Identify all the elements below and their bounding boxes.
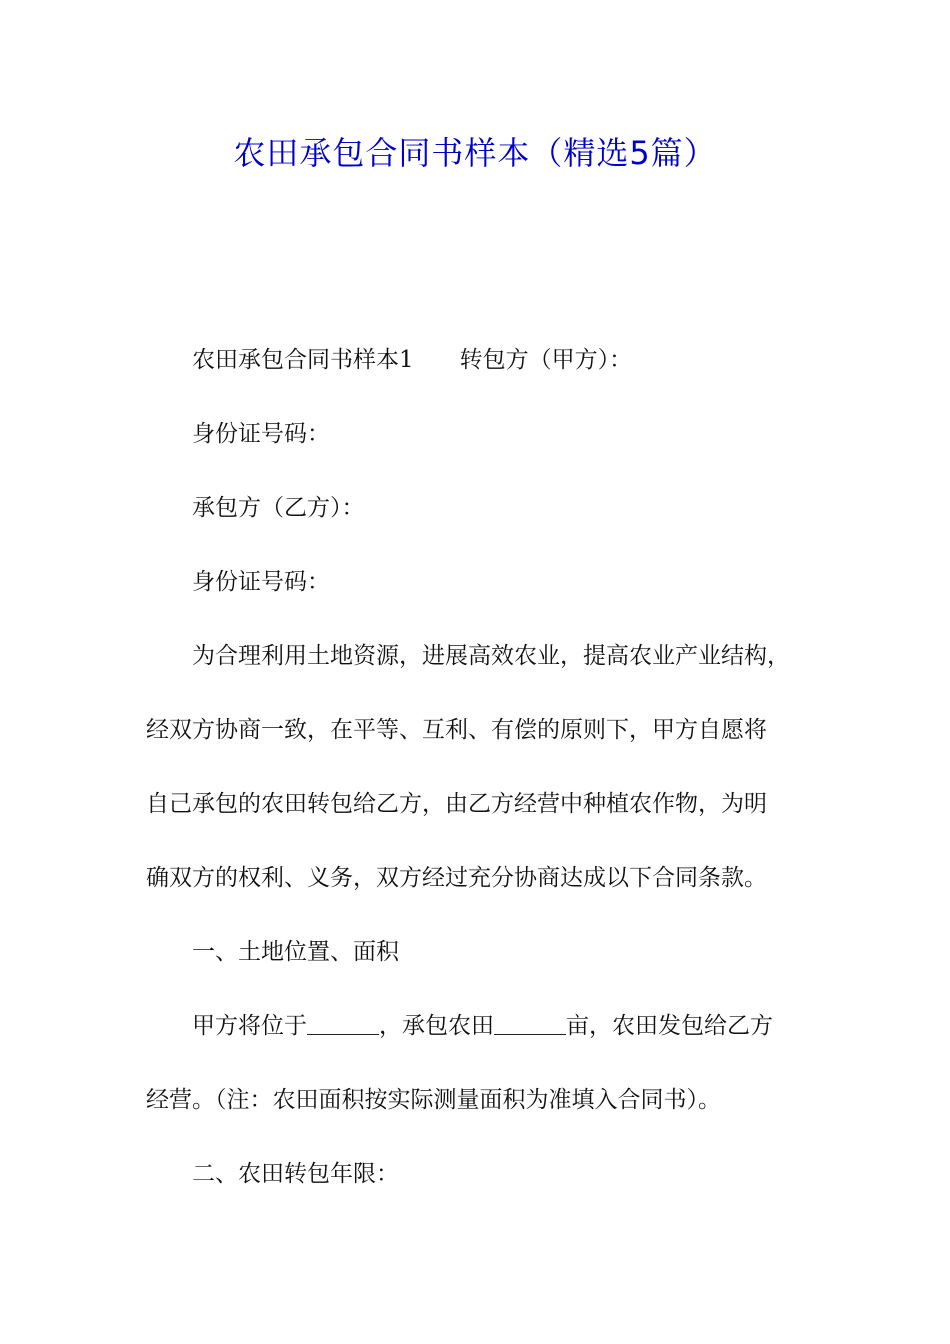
paragraph-line: [146, 989, 826, 1063]
paragraph-line: 自己承包的农田转包给乙方，由乙方经营中种植农作物，为明: [146, 791, 767, 817]
party-a-label: 转包方（甲方）：: [459, 347, 633, 373]
paragraph-line: 确双方的权利、义务，双方经过充分协商达成以下合同条款。: [146, 865, 767, 891]
section-heading: 一、土地位置、面积: [192, 939, 399, 965]
sample-heading: 农田承包合同书样本1: [192, 347, 414, 373]
paragraph-line: 经双方协商一致，在平等、互利、有偿的原则下，甲方自愿将: [146, 717, 767, 743]
document-body: [146, 323, 826, 1211]
blank-field-area: [494, 1014, 566, 1035]
text-segment: ，承包农田: [379, 1013, 494, 1039]
paragraph-line: 经营。（注：农田面积按实际测量面积为准填入合同书）。: [146, 1087, 721, 1113]
section-heading: 二、农田转包年限：: [192, 1161, 399, 1187]
document-title: 农田承包合同书样本（精选5篇）: [233, 134, 717, 172]
paragraph-line: 身份证号码：: [192, 421, 330, 447]
text-segment: 甲方将位于: [192, 1013, 307, 1039]
text-segment: 亩，农田发包给乙方: [566, 1013, 773, 1039]
paragraph-line: 为合理利用土地资源，进展高效农业，提高农业产业结构，: [192, 643, 790, 669]
paragraph-line: 承包方（乙方）：: [192, 495, 365, 521]
paragraph-line: [146, 323, 826, 397]
paragraph-line: 身份证号码：: [192, 569, 330, 595]
blank-field-location: [307, 1014, 379, 1035]
